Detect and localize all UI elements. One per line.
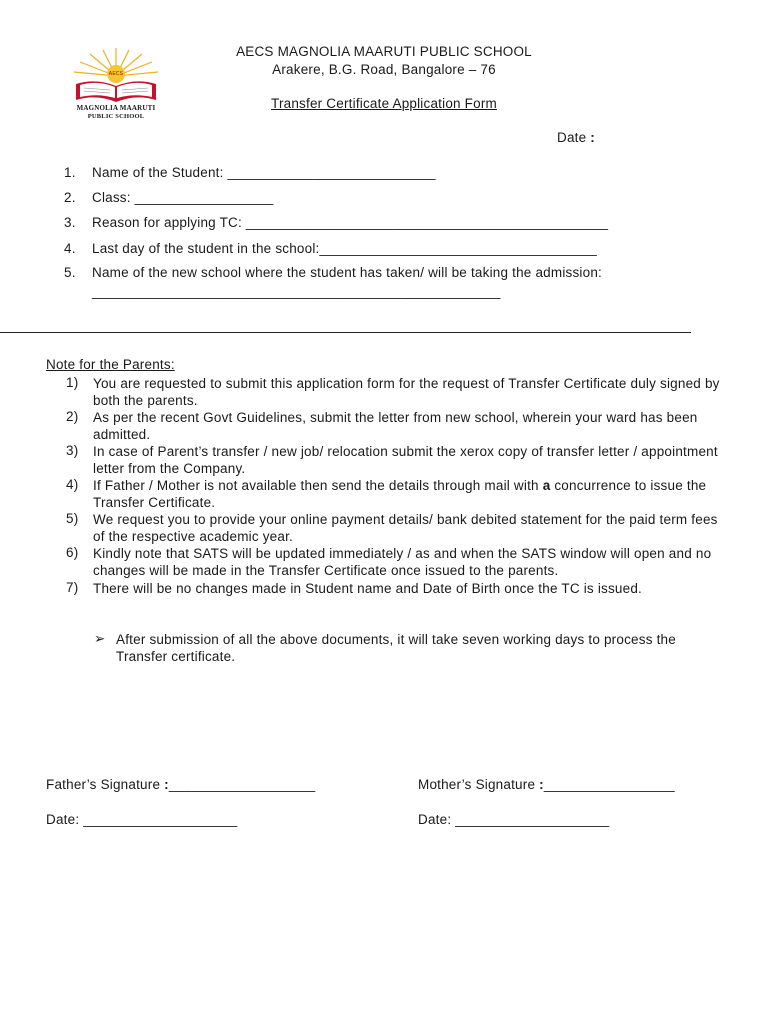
note-item-7: There will be no changes made in Student name and Date of Birth once the TC is issued. <box>93 581 643 596</box>
field-student-name[interactable]: Name of the Student: ___________________________ <box>92 165 436 180</box>
note-number: 4) <box>66 477 79 492</box>
father-signature-colon: : <box>164 777 169 792</box>
form-title-text: Transfer Certificate Application Form <box>271 96 497 111</box>
logo-badge-text: AECS <box>108 71 124 77</box>
field-last-day[interactable]: Last day of the student in the school:____________________________________ <box>92 241 597 256</box>
note-item-3: In case of Parent’s transfer / new job/ relocation submit the xerox copy of transfer letter / appointment letter from the Company. <box>93 444 718 476</box>
mother-signature-line: _________________ <box>543 777 675 792</box>
school-name: AECS MAGNOLIA MAARUTI PUBLIC SCHOOL <box>236 44 532 59</box>
logo-name-line1: MAGNOLIA MAARUTI <box>76 104 156 112</box>
date-field <box>557 130 595 145</box>
father-date-field[interactable]: Date: ____________________ <box>46 812 238 827</box>
mother-signature-colon: : <box>539 777 544 792</box>
father-signature-line: ___________________ <box>168 777 316 792</box>
note-number: 6) <box>66 545 79 560</box>
note-item-4-bold: a <box>542 478 551 493</box>
field-row-5 <box>64 265 76 280</box>
field-number: 1. <box>64 165 76 180</box>
mother-date-field[interactable]: Date: ____________________ <box>418 812 610 827</box>
mother-signature-field[interactable] <box>418 777 675 792</box>
date-colon: : <box>590 130 595 145</box>
field-reason[interactable]: Reason for applying TC: _______________________________________________ <box>92 215 609 230</box>
note-number: 2) <box>66 409 79 424</box>
note-number: 3) <box>66 443 79 458</box>
note-number: 1) <box>66 375 79 390</box>
note-item-4-text-before: If Father / Mother is not available then send the details through mail with <box>93 478 543 493</box>
field-new-school-line[interactable]: _____________________________________________________ <box>92 284 501 299</box>
form-title <box>0 96 768 111</box>
field-number: 3. <box>64 215 76 230</box>
father-signature-field[interactable] <box>46 777 315 792</box>
note-item-4-text-after: concurrence to issue the Transfer Certificate. <box>93 478 707 510</box>
school-address: Arakere, B.G. Road, Bangalore – 76 <box>272 62 496 77</box>
notes-heading: Note for the Parents: <box>46 357 175 372</box>
date-label: Date <box>557 130 587 145</box>
note-item-2: As per the recent Govt Guidelines, submit the letter from new school, wherein your ward has been admitted. <box>93 410 698 442</box>
field-row-4 <box>64 241 76 256</box>
processing-time-note: After submission of all the above documents, it will take seven working days to process the Transfer certificate. <box>116 632 676 664</box>
note-item-5: We request you to provide your online payment details/ bank debited statement for the paid term fees of the respective academic year. <box>93 512 718 544</box>
field-new-school-label: Name of the new school where the student has taken/ will be taking the admission: <box>92 265 602 280</box>
field-row-1 <box>64 165 76 180</box>
note-item-1: You are requested to submit this application form for the request of Transfer Certificate duly signed by both the parents. <box>93 376 720 408</box>
note-item-6: Kindly note that SATS will be updated immediately / as and when the SATS window will open and no changes will be made in the Transfer Certificate once issued to the parents. <box>93 546 712 578</box>
field-row-3 <box>64 215 76 230</box>
note-number: 7) <box>66 580 79 595</box>
field-number: 4. <box>64 241 76 256</box>
logo-name-line2: PUBLIC SCHOOL <box>87 113 145 120</box>
field-row-2 <box>64 190 76 205</box>
note-item-4 <box>93 477 723 511</box>
field-class[interactable]: Class: __________________ <box>92 190 274 205</box>
father-signature-label: Father’s Signature <box>46 777 161 792</box>
field-number: 2. <box>64 190 76 205</box>
note-number: 5) <box>66 511 79 526</box>
arrow-bullet-icon: ➢ <box>94 631 106 646</box>
mother-signature-label: Mother’s Signature <box>418 777 536 792</box>
field-number: 5. <box>64 265 76 280</box>
section-divider <box>0 332 691 333</box>
